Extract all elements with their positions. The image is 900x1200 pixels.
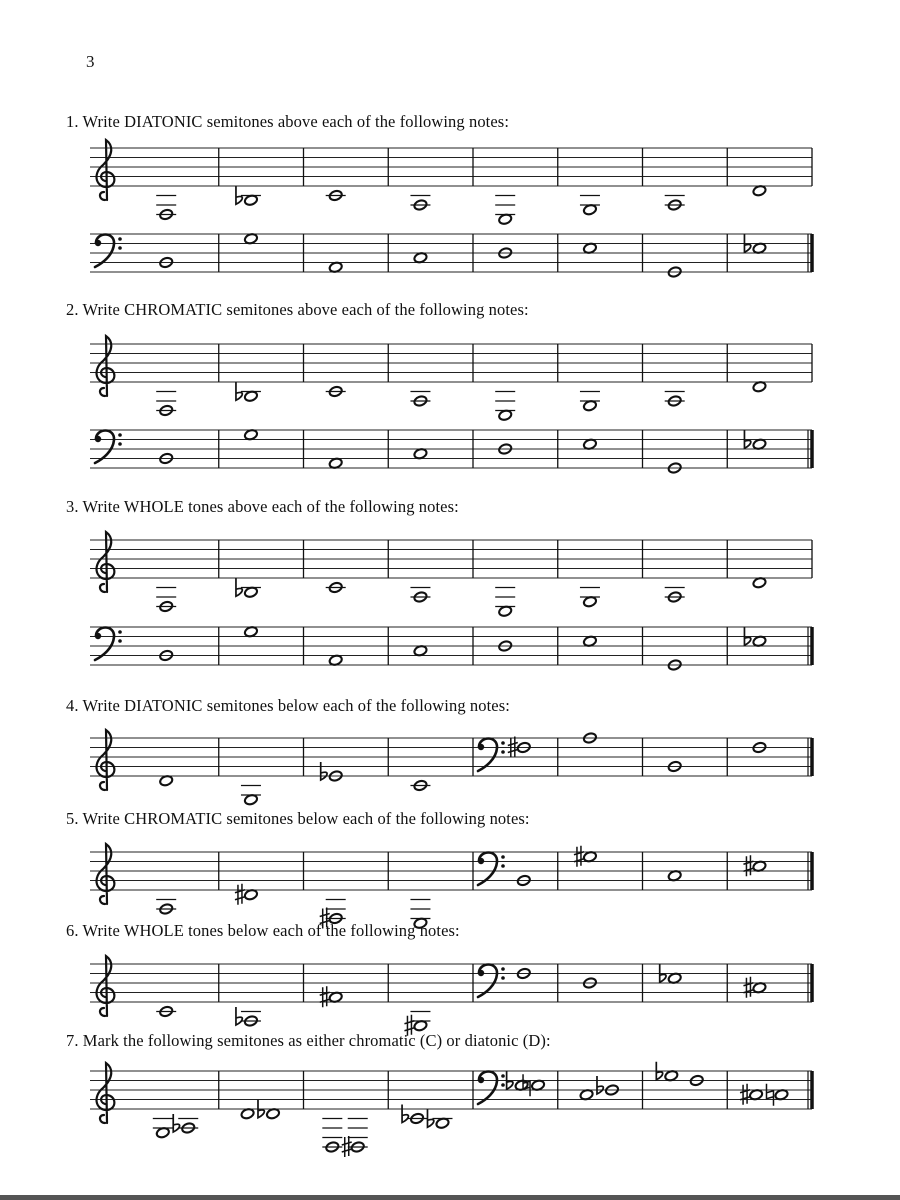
flat-icon bbox=[597, 1076, 603, 1094]
flat-icon bbox=[236, 1007, 242, 1025]
staff-ex1-treble bbox=[90, 140, 812, 225]
sharp-icon bbox=[743, 977, 753, 998]
flat-icon bbox=[402, 1105, 408, 1123]
staff-ex3-treble bbox=[90, 532, 812, 617]
sharp-icon bbox=[235, 884, 245, 905]
sharp-icon bbox=[574, 846, 584, 867]
staff-ex7 bbox=[90, 1062, 812, 1157]
sharp-icon bbox=[404, 1015, 414, 1036]
exercise-7-instruction: 7. Mark the following semitones as either chromatic (C) or diatonic (D): bbox=[66, 1031, 551, 1050]
staff-ex1-bass bbox=[90, 233, 812, 278]
treble-clef-icon bbox=[97, 956, 115, 1016]
exercise-1-instruction: 1. Write DIATONIC semitones above each of the following notes: bbox=[66, 112, 509, 131]
natural-icon bbox=[766, 1084, 773, 1106]
page-number: 3 bbox=[86, 52, 95, 71]
staff-ex2-bass bbox=[90, 429, 812, 474]
treble-clef-icon bbox=[97, 844, 115, 904]
exercise-3-instruction: 3. Write WHOLE tones above each of the following notes: bbox=[66, 497, 459, 516]
exercise-6-instruction: 6. Write WHOLE tones below each of the following notes: bbox=[66, 921, 460, 940]
exercise-4-instruction: 4. Write DIATONIC semitones below each of the following notes: bbox=[66, 696, 510, 715]
treble-clef-icon bbox=[97, 1063, 115, 1123]
staff-ex4 bbox=[90, 730, 812, 806]
treble-clef-icon bbox=[97, 730, 115, 790]
staff-ex3-bass bbox=[90, 626, 812, 671]
sharp-icon bbox=[320, 986, 330, 1007]
page-bottom-edge bbox=[0, 1195, 900, 1200]
flat-icon bbox=[321, 762, 327, 780]
flat-icon bbox=[173, 1114, 179, 1132]
sharp-icon bbox=[740, 1084, 750, 1105]
exercise-5-instruction: 5. Write CHROMATIC semitones below each of the following notes: bbox=[66, 809, 530, 828]
exercise-2-instruction: 2. Write CHROMATIC semitones above each of the following notes: bbox=[66, 300, 529, 319]
treble-clef-icon bbox=[97, 336, 115, 396]
staff-ex6 bbox=[90, 956, 812, 1036]
treble-clef-icon bbox=[97, 532, 115, 592]
sharp-icon bbox=[743, 855, 753, 876]
treble-clef-icon bbox=[97, 140, 115, 200]
staff-ex2-treble bbox=[90, 336, 812, 421]
staff-ex5 bbox=[90, 844, 812, 929]
